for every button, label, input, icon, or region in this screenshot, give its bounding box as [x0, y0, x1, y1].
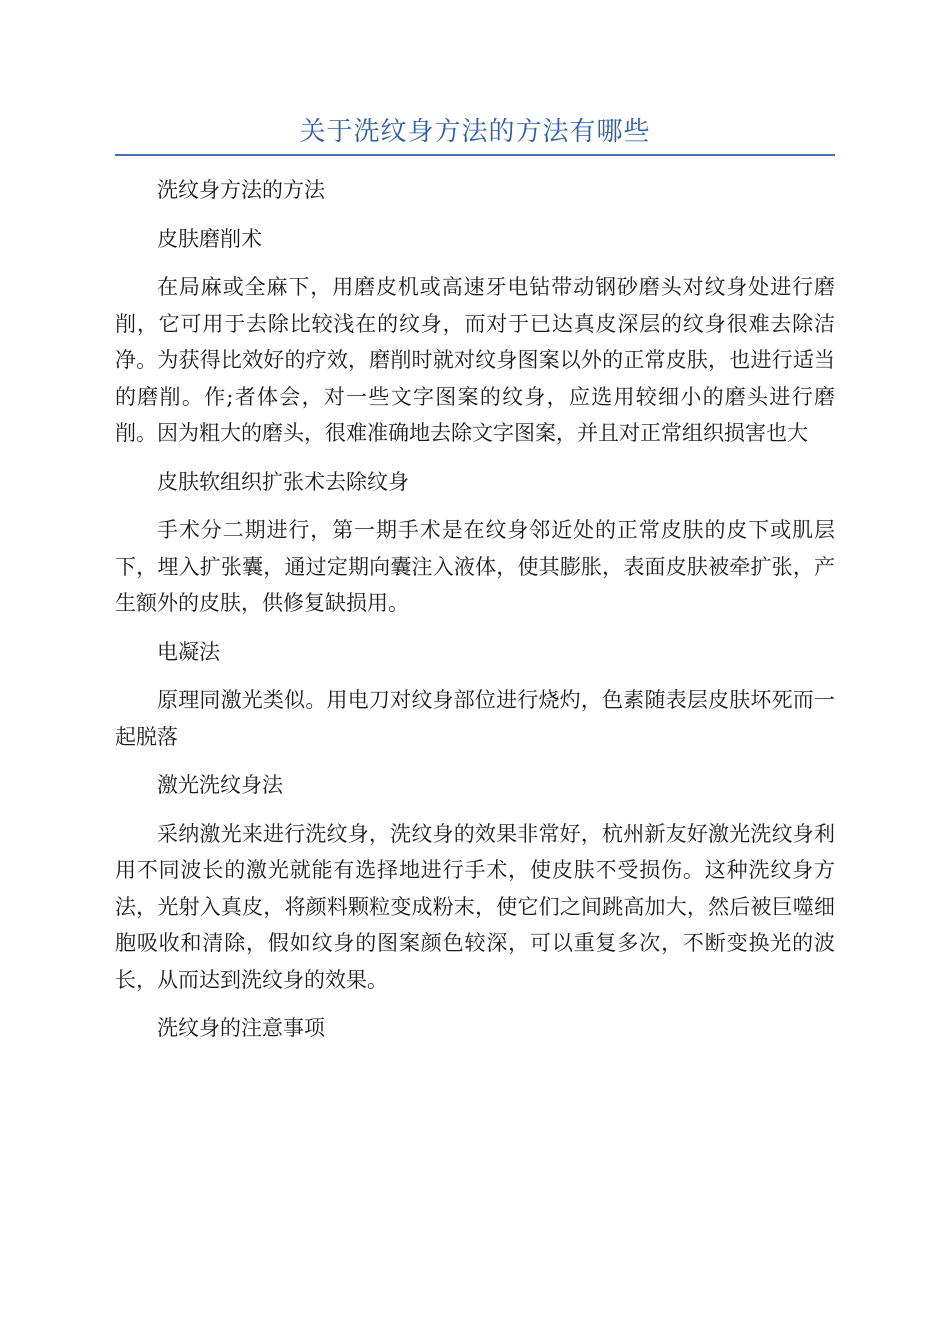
section-heading-precautions: 洗纹身的注意事项 [157, 1016, 325, 1040]
document-body [115, 172, 835, 1059]
title-underline [115, 154, 835, 156]
paragraph-electrocoagulation: 原理同激光类似。用电刀对纹身部位进行烧灼，色素随表层皮肤坏死而一起脱落 [115, 688, 835, 749]
subheading-laser: 激光洗纹身法 [157, 773, 283, 797]
section-heading-methods: 洗纹身方法的方法 [157, 178, 325, 202]
paragraph-laser: 采纳激光来进行洗纹身，洗纹身的效果非常好，杭州新友好激光洗纹身利用不同波长的激光就能有选择地进行手术，使皮肤不受损伤。这种洗纹身方法，光射入真皮，将颜料颗粒变成粉末，使它们之间跳高加大，然后被巨噬细胞吸收和清除，假如纹身的图案颜色较深，可以重复多次，不断变换光的波长，从而达到洗纹身的效果。 [115, 821, 835, 992]
subheading-electrocoagulation: 电凝法 [157, 639, 220, 664]
subheading-tissue-expansion: 皮肤软组织扩张术去除纹身 [157, 469, 409, 494]
document-title: 关于洗纹身方法的方法有哪些 [299, 117, 651, 147]
subheading-dermabrasion: 皮肤磨削术 [157, 226, 262, 251]
paragraph-tissue-expansion: 手术分二期进行，第一期手术是在纹身邻近处的正常皮肤的皮下或肌层下，埋入扩张囊，通过定期向囊注入液体，使其膨胀，表面皮肤被牵扩张，产生额外的皮肤，供修复缺损用。 [115, 518, 835, 615]
paragraph-dermabrasion: 在局麻或全麻下，用磨皮机或高速牙电钻带动钢砂磨头对纹身处进行磨削，它可用于去除比较浅在的纹身，而对于已达真皮深层的纹身很难去除洁净。为获得比效好的疗效，磨削时就对纹身图案以外的正常皮肤，也进行适当的磨削。作;者体会，对一些文字图案的纹身，应选用较细小的磨头进行磨削。因为粗大的磨头，很难准确地去除文字图案，并且对正常组织损害也大 [115, 275, 835, 445]
